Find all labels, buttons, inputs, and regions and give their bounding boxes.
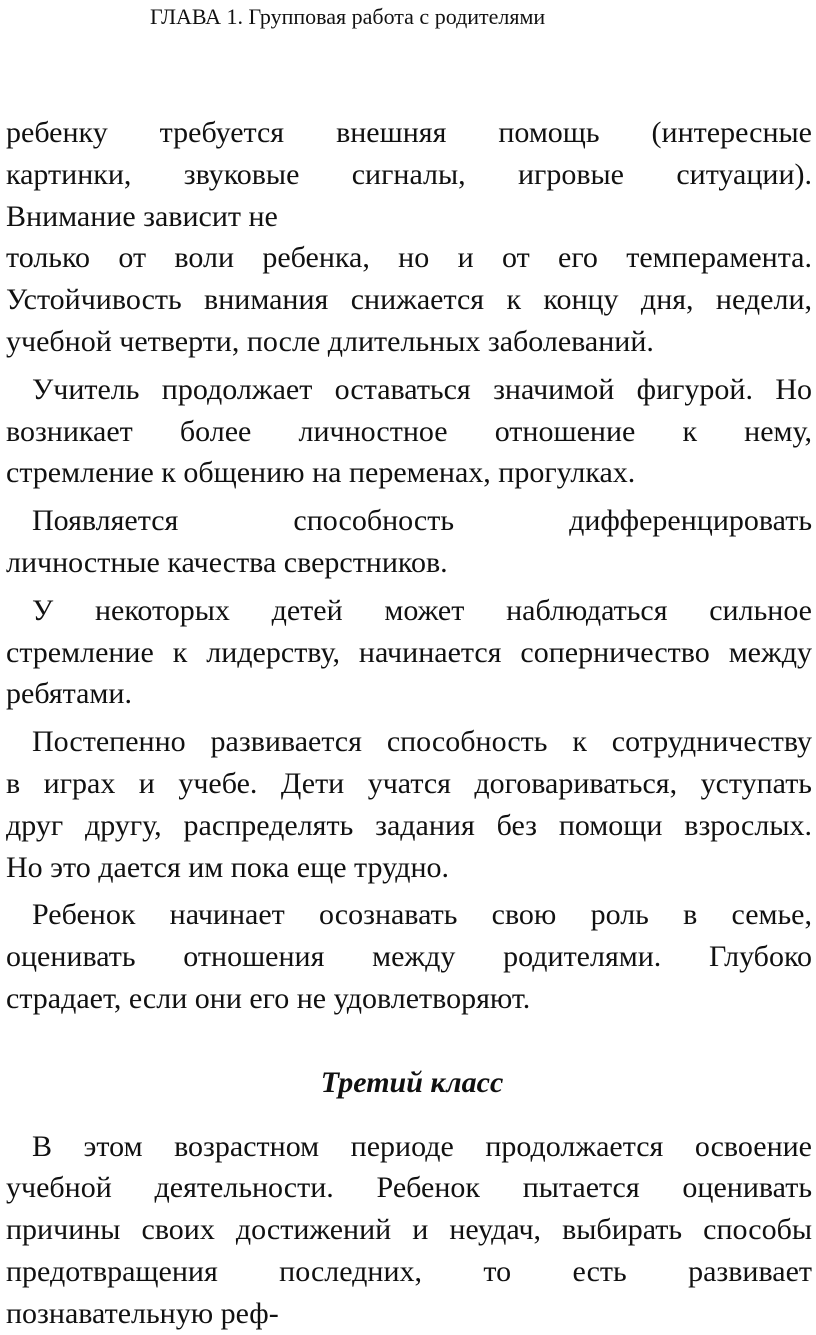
text-line: возникает более личностное отношение к нему, bbox=[6, 414, 812, 448]
paragraph bbox=[6, 369, 812, 494]
text-line: личностные качества сверстников. bbox=[6, 545, 448, 579]
paragraph bbox=[6, 721, 812, 888]
text-line: стремление к лидерству, начинается соперничество между bbox=[6, 635, 812, 669]
text-line: предотвращения последних, то есть развивает bbox=[6, 1254, 812, 1288]
paragraph bbox=[6, 590, 812, 715]
paragraph bbox=[6, 894, 812, 1019]
text-line: У некоторых детей может наблюдаться сильное bbox=[32, 593, 812, 627]
text-line: друг другу, распределять задания без помощи взрослых. bbox=[6, 808, 812, 842]
text-line: Ребенок начинает осознавать свою роль в семье, bbox=[32, 898, 812, 932]
text-line: Появляется способность дифференцировать bbox=[32, 504, 812, 538]
text-line: Устойчивость внимания снижается к концу дня, недели, bbox=[6, 283, 812, 317]
text-line: картинки, звуковые сигналы, игровые ситуации). bbox=[6, 157, 812, 191]
text-line: в играх и учебе. Дети учатся договариваться, уступать bbox=[6, 766, 812, 800]
text-line: ребятами. bbox=[6, 677, 132, 711]
text-line: ребенку требуется внешняя помощь (интересные bbox=[6, 116, 812, 149]
running-header: ГЛАВА 1. Групповая работа с родителями bbox=[150, 4, 546, 29]
paragraph bbox=[6, 112, 812, 363]
text-line: причины своих достижений и неудач, выбирать способы bbox=[6, 1213, 812, 1247]
text-line: Внимание зависит не bbox=[6, 199, 278, 233]
paragraph bbox=[6, 1126, 812, 1335]
body-text bbox=[6, 112, 812, 1335]
section-title: Третий класс bbox=[320, 1065, 504, 1099]
text-line: оценивать отношения между родителями. Глубоко bbox=[6, 940, 812, 974]
text-line: страдает, если они его не удовлетворяют. bbox=[6, 981, 531, 1015]
paragraph bbox=[6, 500, 812, 584]
text-line: Постепенно развивается способность к сотрудничеству bbox=[32, 725, 812, 759]
text-line: Учитель продолжает оставаться значимой фигурой. Но bbox=[32, 372, 812, 406]
text-line: учебной четверти, после длительных заболеваний. bbox=[6, 324, 654, 358]
text-line: Но это дается им пока еще трудно. bbox=[6, 850, 450, 884]
text-line: учебной деятельности. Ребенок пытается оценивать bbox=[6, 1171, 812, 1205]
text-line: только от воли ребенка, но и от его темперамента. bbox=[6, 241, 812, 275]
text-line: В этом возрастном периоде продолжается освоение bbox=[32, 1129, 812, 1163]
text-line: познавательную реф- bbox=[6, 1296, 279, 1330]
text-line: стремление к общению на переменах, прогулках. bbox=[6, 456, 636, 490]
